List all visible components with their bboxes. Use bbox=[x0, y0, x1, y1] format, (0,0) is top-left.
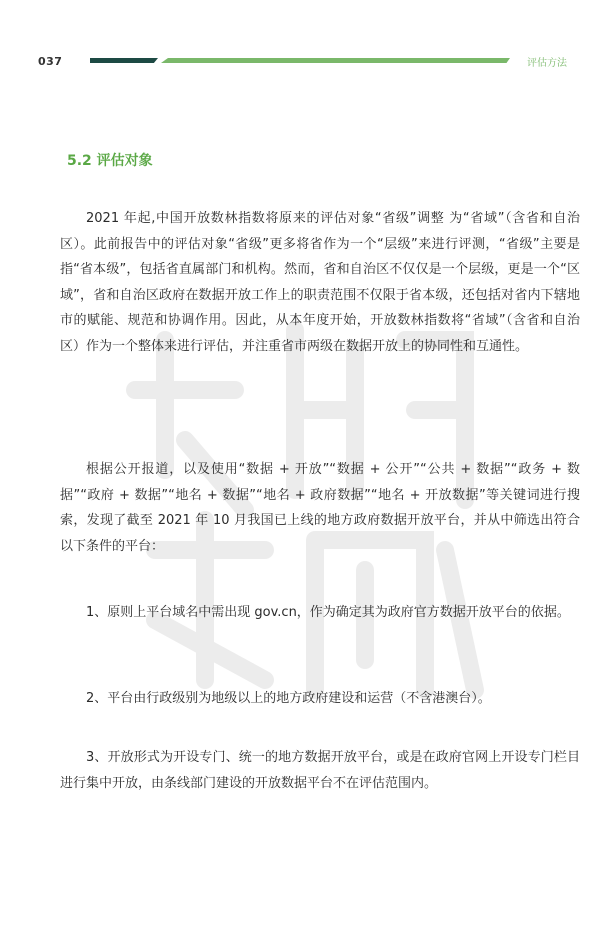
section-title: 5.2 评估对象 bbox=[67, 153, 153, 169]
paragraph-criterion-3: 3、开放形式为开设专门、统一的地方数据开放平台，或是在政府官网上开设专门栏目进行集中开放，由条线部门建设的开放数据平台不在评估范围内。 bbox=[60, 750, 580, 791]
paragraph-search-method: 根据公开报道，以及使用“数据 + 开放”“数据 + 公开”“公共 + 数据”“政务 + 数据”“政府 + 数据”“地名 + 数据”“地名 + 政府数据”“地名 + 开放数据”等关键词进行搜索，发现了截至 2021 年 10 月我国已上线的地方政府数据开放平台，并从中筛选出符合以下条件的平台： bbox=[60, 462, 580, 554]
section-label: 评估方法 bbox=[527, 58, 567, 69]
paragraph-scope-change: 2021 年起,中国开放数林指数将原来的评估对象“省级”调整 为“省域”（含省和自治区）。此前报告中的评估对象“省级”更多将省作为一个“层级”来进行评测，“省级”主要是指“省本级”，包括省直属部门和机构。然而，省和自治区不仅仅是一个层级，更是一个“区域”，省和自治区政府在数据开放工作上的职责范围不仅限于省本级，还包括对省内下辖地市的赋能、规范和协调作用。因此，从本年度开始，开放数林指数将“省域”（含省和自治区）作为一个整体来进行评估，并注重省市两级在数据开放上的协同性和互通性。 bbox=[60, 211, 580, 354]
paragraph-criterion-2: 2、平台由行政级别为地级以上的地方政府建设和运营（不含港澳台）。 bbox=[86, 691, 491, 706]
header-bar-green bbox=[161, 58, 510, 63]
header-bar-dark bbox=[90, 58, 158, 63]
paragraph-criterion-1: 1、原则上平台域名中需出现 gov.cn，作为确定其为政府官方数据开放平台的依据。 bbox=[86, 605, 570, 620]
page-number: 037 bbox=[38, 55, 63, 68]
